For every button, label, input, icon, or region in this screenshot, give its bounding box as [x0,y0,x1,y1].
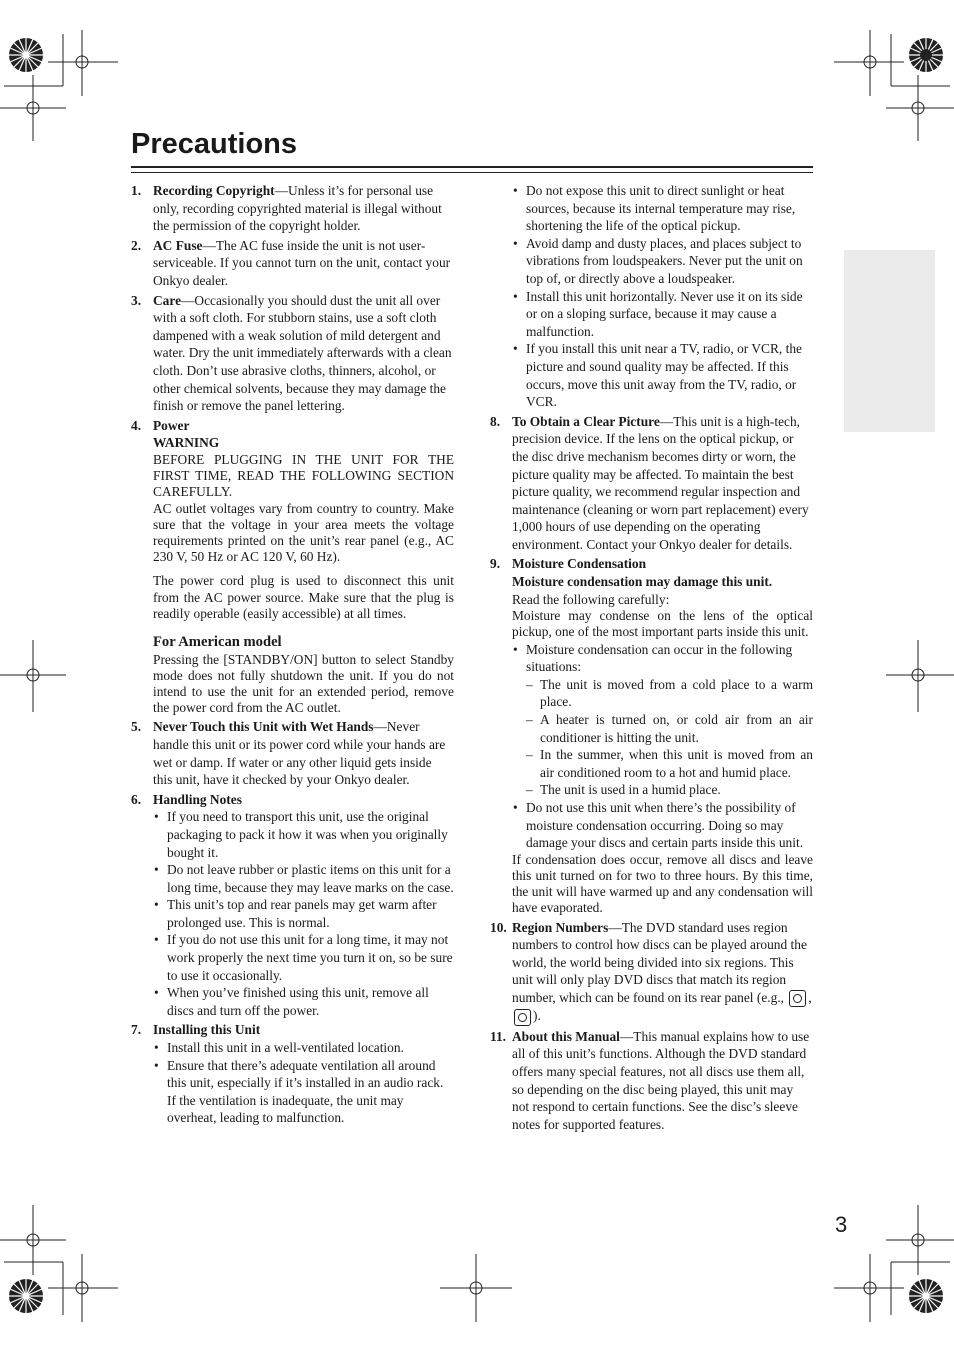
list-item: • Ensure that there’s adequate ventilation all around this unit, especially if it’s installed in an audio rack. If the ventilation is inadequate, the unit may overheat, leading to malfunction. [153,1057,454,1127]
precaution-item [131,791,454,1020]
precaution-item [490,919,813,1026]
title-rule [131,166,813,168]
list-item: • This unit’s top and rear panels may get warm after prolonged use. This is normal. [153,896,454,931]
precaution-item [131,182,454,235]
item-subtitle: Moisture condensation may damage this unit. [512,574,773,590]
item-text: —The AC fuse inside the unit is not user-serviceable. If you cannot turn on the unit, contact your Onkyo dealer. [153,237,451,288]
item-text: Read the following carefully: [512,591,670,607]
item-number: 9. [490,556,501,572]
item-text: —This manual explains how to use all of this unit’s functions. Although the DVD standard offers many special features, not all discs use them all, so depending on the disc being played, this unit may not respond to certain functions. See the disc’s sleeve notes for supported features. [512,1028,810,1132]
example-suffix: ). [533,1008,541,1024]
list-item: – In the summer, when this unit is moved from an air conditioned room to a hot and humid place. [526,746,813,781]
item-text: Moisture may condense on the lens of the optical pickup, one of the most important parts inside this unit. [512,608,813,640]
list-item: • When you’ve finished using this unit, remove all discs and turn off the power. [153,984,454,1019]
item-number: 3. [131,292,142,308]
bullet-list [153,808,454,1019]
item-title: Never Touch this Unit with Wet Hands [153,719,374,735]
item-title: To Obtain a Clear Picture [512,413,660,429]
item-title: Recording Copyright [153,183,275,198]
list-item: – A heater is turned on, or cold air from an air conditioner is hitting the unit. [526,711,813,746]
list-item: • Do not leave rubber or plastic items on this unit for a long time, because they may leave marks on the case. [153,861,454,896]
precaution-item [131,237,454,290]
item-text: —This unit is a high-tech, precision device. If the lens on the optical pickup, or the disc drive mechanism becomes dirty or worn, the picture quality may be affected. To maintain the best picture quality, we recommend regular inspection and maintenance (cleaning or worn part replacement) every 1,000 hours of use depending on the operating environment. Contact your Onkyo dealer for details. [512,413,809,552]
item-number: 8. [490,413,501,429]
list-item: – The unit is used in a humid place. [526,781,813,799]
page-title: Precautions [131,128,297,160]
example-separator: , [808,989,812,1005]
list-item [512,641,813,799]
bullet-list [512,641,813,852]
item-text: —Unless it’s for personal use only, recording copyrighted material is illegal without the permission of the copyright holder. [153,183,442,234]
warning-text: BEFORE PLUGGING IN THE UNIT FOR THE FIRST TIME, READ THE FOLLOWING SECTION CAREFULLY. [153,451,454,500]
item-title: Moisture Condensation [512,556,647,572]
precaution-item [490,555,813,916]
precaution-item [131,417,454,717]
item-text: If condensation does occur, remove all discs and leave this unit turned on for two to three hours. By this time, the unit will have warmed up and any condensation will have evaporated. [512,851,813,916]
region-1-icon [789,990,806,1007]
item-number: 1. [131,183,142,198]
precaution-item [131,718,454,788]
list-item: • If you do not use this unit for a long time, it may not work properly the next time you turn it on, so be sure to use it occasionally. [153,931,454,984]
item-number: 10. [490,919,507,935]
title-rule-thin [131,172,813,173]
region-all-icon [514,1009,531,1026]
item-number: 5. [131,719,142,735]
item-number: 2. [131,237,142,253]
precaution-item [490,413,813,554]
precaution-item [131,292,454,415]
item-title: Power [153,417,190,433]
list-item: – The unit is moved from a cold place to a warm place. [526,676,813,711]
list-item: • Avoid damp and dusty places, and places subject to vibrations from loudspeakers. Never put the unit on top of, or directly above a loudspeaker. [512,235,813,288]
page-number: 3 [835,1212,848,1237]
item-number: 6. [131,791,142,807]
left-column [131,182,454,1129]
section-tab [844,250,935,432]
bullet-list [153,1039,454,1127]
item-number: 7. [131,1022,142,1038]
bullet-list [512,182,813,411]
item-number: 11. [490,1028,506,1044]
american-model-text: Pressing the [STANDBY/ON] button to select Standby mode does not fully shutdown the unit. If you do not intend to use the unit for an extended period, remove the power cord from the AC outlet. [153,651,454,716]
american-model-heading: For American model [153,633,282,650]
power-cord-note: The power cord plug is used to disconnect this unit from the AC power source. Make sure that the plug is readily operable (easily accessible) at all times. [153,573,454,621]
list-item: • Do not expose this unit to direct sunlight or heat sources, because its internal temperature may rise, shortening the life of the optical pickup. [512,182,813,235]
item-text: —Occasionally you should dust the unit all over with a soft cloth. For stubborn stains, use a soft cloth dampened with a weak solution of mild detergent and water. Dry the unit immediately afterwards with a clean cloth. Don’t use abrasive cloths, thinners, alcohol, or other chemical solvents, because they may damage the finish or remove the panel lettering. [153,292,452,414]
precaution-item [131,1021,454,1127]
item-title: About this Manual [512,1028,620,1044]
list-item: • If you need to transport this unit, use the original packaging to pack it how it was when you originally bought it. [153,808,454,861]
item-text: —The DVD standard uses region numbers to control how discs can be played around the world, the world being divided into six regions. This unit will only play DVD discs that match its region number, which can be found on its rear panel [512,919,807,1005]
item-title: Installing this Unit [153,1022,261,1038]
warning-label: WARNING [153,435,220,451]
list-item: • Install this unit in a well-ventilated location. [153,1039,454,1057]
item-number: 4. [131,417,142,433]
list-item: • If you install this unit near a TV, radio, or VCR, the picture and sound quality may be affected. If this occurs, move this unit away from the TV, radio, or VCR. [512,340,813,410]
item-text: —Never handle this unit or its power cord while your hands are wet or damp. If water or any other liquid gets inside this unit, have it checked by your Onkyo dealer. [153,719,446,788]
dash-list [526,676,813,799]
list-item: • Install this unit horizontally. Never use it on its side or on a sloping surface, because it may cause a malfunction. [512,288,813,341]
example-prefix: (e.g., [756,989,788,1005]
item-title: Handling Notes [153,791,242,807]
precaution-item [490,1028,813,1134]
voltage-note: AC outlet voltages vary from country to country. Make sure that the voltage in your area meets the voltage requirements printed on the unit’s rear panel (e.g., AC 230 V, 50 Hz or AC 120 V, 60 Hz). [153,500,454,565]
list-item: • Do not use this unit when there’s the possibility of moisture condensation occurring. Doing so may damage your discs and certain parts inside this unit. [512,799,813,852]
item-title: Region Numbers [512,919,609,935]
right-column [490,182,813,1135]
list-item-text: Moisture condensation can occur in the following situations: [526,641,793,675]
item-title: AC Fuse [153,237,203,253]
item-title: Care [153,292,182,308]
